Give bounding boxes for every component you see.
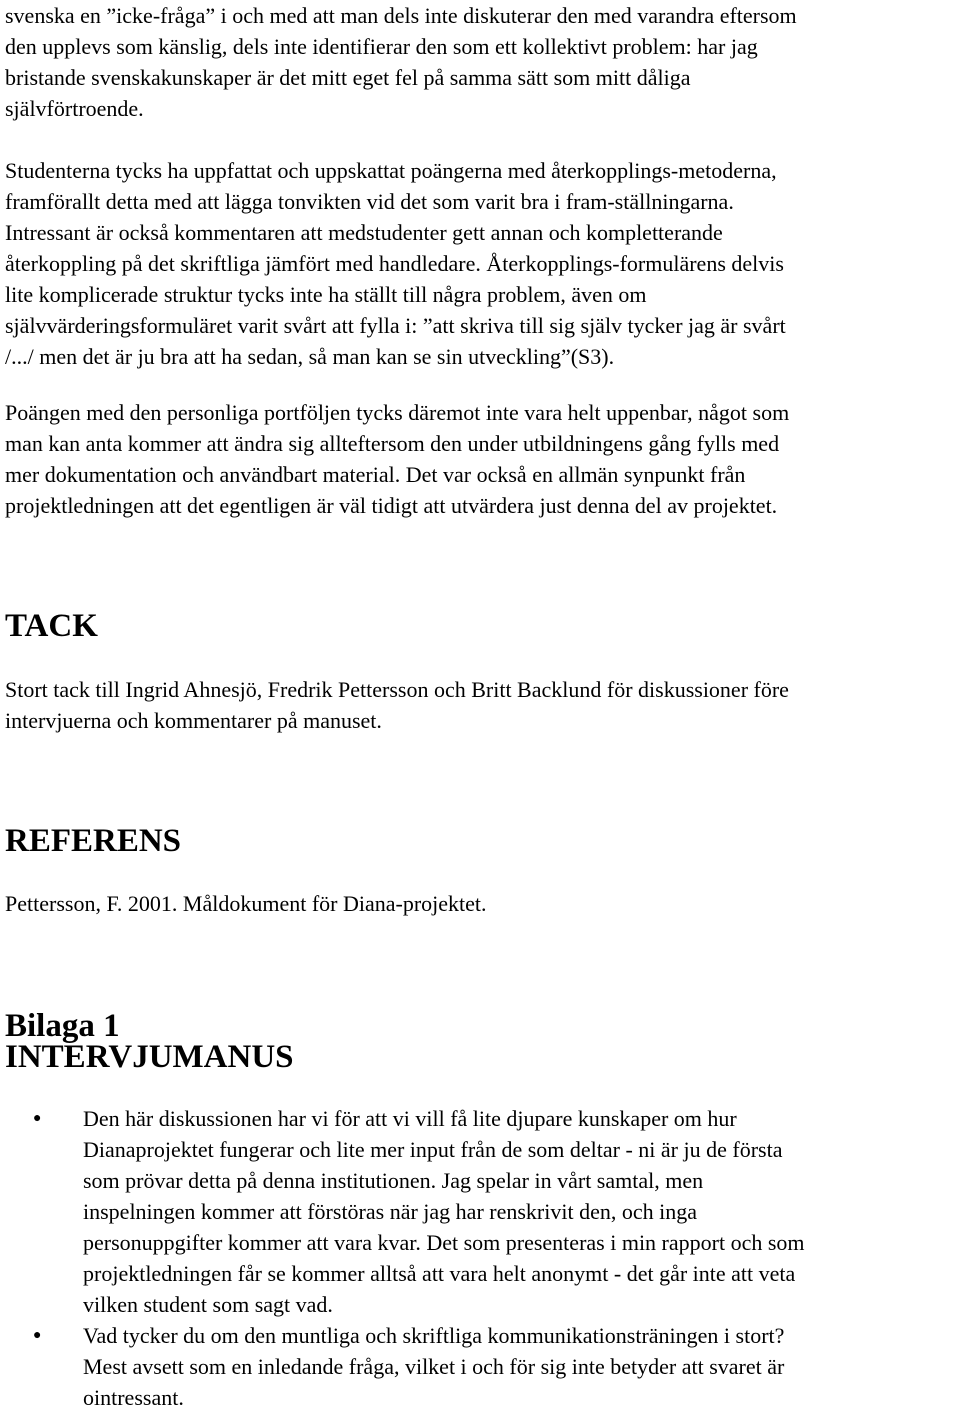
text-line: Poängen med den personliga portföljen tycks däremot inte vara helt uppenbar, något som xyxy=(5,400,790,425)
text-line: intervjuerna och kommentarer på manuset. xyxy=(5,708,382,733)
bullet-icon: ● xyxy=(33,1111,42,1126)
bullet-icon: ● xyxy=(33,1328,42,1343)
referens-heading: REFERENS xyxy=(5,823,182,859)
text-line: projektledningen får se kommer alltså att vara helt anonymt - det går inte att veta xyxy=(83,1261,796,1286)
paragraph-poangen xyxy=(5,397,789,521)
text-line: mer dokumentation och användbart material. Det var också en allmän synpunkt från xyxy=(5,462,746,487)
text-line: Studenterna tycks ha uppfattat och uppskattat poängerna med återkopplings-metoderna, xyxy=(5,158,777,183)
text-line: Vad tycker du om den muntliga och skriftliga kommunikationsträningen i stort? xyxy=(83,1323,785,1348)
text-line: lite komplicerade struktur tycks inte ha ställt till några problem, även om xyxy=(5,282,647,307)
text-line: den upplevs som känslig, dels inte identifierar den som ett kollektivt problem: har jag xyxy=(5,34,758,59)
tack-heading: TACK xyxy=(5,608,98,644)
list-item xyxy=(5,1320,957,1413)
text-line: man kan anta kommer att ändra sig allteftersom den under utbildningens gång fylls med xyxy=(5,431,780,456)
text-line: bristande svenskakunskaper är det mitt eget fel på samma sätt som mitt dåliga xyxy=(5,65,691,90)
text-line: inspelningen kommer att förstöras när jag har renskrivit den, och inga xyxy=(83,1199,697,1224)
text-line: återkoppling på det skriftliga jämfört med handledare. Återkopplings-formulärens delvis xyxy=(5,251,784,276)
text-line: /.../ men det är ju bra att ha sedan, så man kan se sin utveckling”(S3). xyxy=(5,344,615,369)
text-line: svenska en ”icke-fråga” i och med att man dels inte diskuterar den med varandra eftersom xyxy=(5,3,797,28)
bilaga-subtitle: INTERVJUMANUS xyxy=(5,1039,294,1075)
reference-entry: Pettersson, F. 2001. Måldokument för Diana-projektet. xyxy=(5,891,487,916)
tack-paragraph xyxy=(5,674,789,736)
text-line: framförallt detta med att lägga tonvikten vid det som varit bra i fram-ställningarna. xyxy=(5,189,734,214)
text-line: personuppgifter kommer att vara kvar. Det som presenteras i min rapport och som xyxy=(83,1230,805,1255)
text-line: Dianaprojektet fungerar och lite mer input från de som deltar - ni är ju de första xyxy=(83,1137,783,1162)
text-line: Intressant är också kommentaren att medstudenter gett annan och kompletterande xyxy=(5,220,723,245)
paragraph-studenterna xyxy=(5,155,786,372)
text-line: Mest avsett som en inledande fråga, vilket i och för sig inte betyder att svaret är xyxy=(83,1354,785,1379)
text-line: ointressant. xyxy=(83,1385,184,1410)
list-item xyxy=(5,1103,957,1320)
text-line: Den här diskussionen har vi för att vi vill få lite djupare kunskaper om hur xyxy=(83,1106,737,1131)
paragraph-continued xyxy=(5,0,797,124)
text-line: som prövar detta på denna institutionen. Jag spelar in vårt samtal, men xyxy=(83,1168,704,1193)
text-line: självförtroende. xyxy=(5,96,144,121)
bilaga-heading xyxy=(5,1008,294,1075)
text-line: projektledningen att det egentligen är väl tidigt att utvärdera just denna del av projektet. xyxy=(5,493,778,518)
text-line: Stort tack till Ingrid Ahnesjö, Fredrik Pettersson och Britt Backlund för diskussioner före xyxy=(5,677,789,702)
interview-question-list xyxy=(5,1103,957,1413)
text-line: självvärderingsformuläret varit svårt att fylla i: ”att skriva till sig själv tycker jag är svårt xyxy=(5,313,786,338)
text-line: vilken student som sagt vad. xyxy=(83,1292,333,1317)
bilaga-title: Bilaga 1 xyxy=(5,1008,120,1044)
